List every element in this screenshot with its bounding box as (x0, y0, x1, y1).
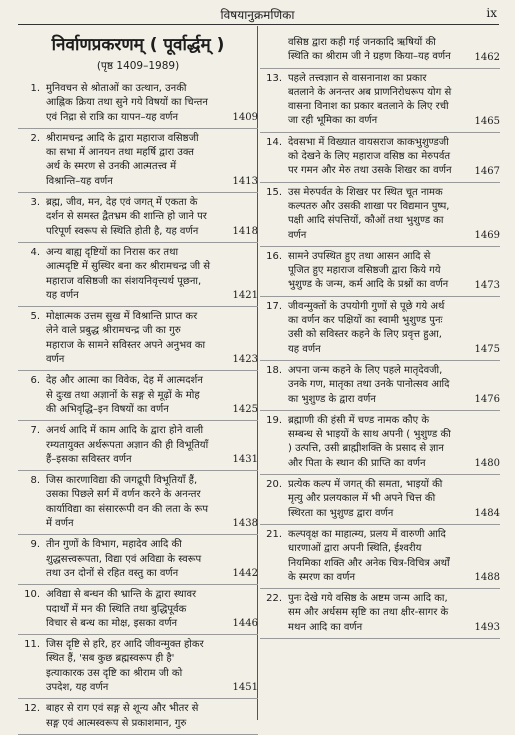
entry-number: 7. (30, 425, 40, 437)
entry-number: 15. (266, 186, 282, 198)
page-number: ix (486, 6, 497, 20)
entry-page-number: 1421 (232, 290, 258, 302)
entry-page-number: 1488 (474, 572, 500, 584)
toc-entry (18, 635, 258, 699)
toc-entry (260, 69, 500, 133)
entry-number: 4. (30, 246, 40, 258)
entry-number: 3. (30, 197, 40, 209)
entry-text: कल्पवृक्ष का माहात्म्य, प्रलय में वारुणी आदि धारणाओं द्वारा अपनी स्थिति, ईश्वरीय नियमिका शक्ति और अनेक चित्र-विचित्र अर्थों के स्मरण का वर्णन (288, 528, 450, 583)
entry-page-number: 1480 (474, 458, 500, 470)
entry-text: पुनः देखे गये वसिष्ठ के अष्टम जन्म आदि का, सम और अर्धसम सृष्टि का तथा क्षीर-सागर के मथन आदि का वर्णन (288, 593, 449, 633)
entry-number: 12. (24, 703, 40, 715)
section-page-range: (पृष्ठ 1409–1989) (96, 60, 180, 72)
entry-page-number: 1451 (232, 682, 258, 694)
entry-text: ब्रह्म, जीव, मन, देह एवं जगत् में एकता के दर्शन से समस्त द्वैतभ्रम की शान्ति हो जाने पर परिपूर्ण स्वरूप से स्थिति होती है, यह वर्णन (46, 197, 207, 237)
entry-text: अपना जन्म कहने के लिए पहले मातृदेवजी, उनके गण, मातृका तथा उनके पानोत्सव आदि का भुशुण्ड के द्वारा वर्णन (288, 364, 450, 405)
toc-entry (260, 411, 500, 475)
entry-page-number: 1462 (474, 51, 500, 63)
entry-page-number: 1423 (232, 354, 258, 366)
entry-page-number: 1467 (474, 165, 500, 177)
entry-text: तीन गुणों के विभाग, महादेव आदि की शुद्धसत्त्वरूपता, विद्या एवं अविद्या के स्वरूप तथा उन दोनों से रहित वस्तु का वर्णन (46, 539, 202, 579)
entry-text: प्रत्येक कल्प में जगत् की समता, भाइयों की मृत्यु और प्रलयकाल में भी अपने चित्त की स्थिरता का भुशुण्ड द्वारा वर्णन (288, 479, 443, 519)
entry-number: 13. (266, 72, 282, 84)
toc-entry (260, 183, 500, 247)
entry-number: 8. (30, 475, 40, 487)
entry-number: 9. (30, 539, 40, 551)
entry-text: देवसभा में विख्यात वायसराज काकभुशुण्डजी को देखने के लिए महाराज वसिष्ठ का मेरुपर्वत पर गमन और मेरु तथा उसके शिखर का वर्णन (288, 136, 452, 177)
toc-entry (18, 243, 258, 307)
toc-entry (260, 133, 500, 183)
right-column (260, 33, 500, 639)
entry-page-number: 1475 (474, 343, 500, 355)
entry-text: अनर्थ आदि में काम आदि के द्वारा होने वाली रम्यतायुक्त अर्थरूपता अज्ञान की ही विभूतियाँ हैं–इसका सविस्तर वर्णन (46, 425, 209, 465)
entry-page-number: 1493 (474, 621, 500, 633)
entry-number: 17. (266, 300, 282, 312)
toc-entry (260, 297, 500, 361)
entry-text: जीवन्मुक्तों के उपयोगी गुणों से पूछे गये अर्थ का वर्णन कर पक्षियों का स्वामी भुशुण्ड पुनः उसी को सविस्तर कहने के लिए प्रवृत्त हुआ, यह वर्णन (288, 300, 445, 355)
entry-page-number: 1442 (232, 568, 258, 580)
toc-entry (260, 247, 500, 297)
entry-number: 2. (30, 132, 40, 144)
entry-text: श्रीरामचन्द्र आदि के द्वारा महाराज वसिष्ठजी का सभा में आनयन तथा महर्षि द्वारा उक्त अर्थ के स्मरण से उनकी आत्मतत्त्व में विश्रान्ति–यह वर्णन (46, 132, 199, 187)
entry-text: बाहर से राग एवं सङ्ग से शून्य और भीतर से सङ्ग एवं आत्मस्वरूप से प्रकाशमान, गुरु (46, 703, 199, 729)
left-entry-list (18, 79, 258, 735)
entry-number: 20. (266, 479, 282, 491)
entry-page-number: 1473 (474, 279, 500, 291)
toc-entry (260, 589, 500, 639)
entry-page-number: 1431 (232, 454, 258, 466)
entry-number: 22. (266, 593, 282, 605)
entry-page-number: 1418 (232, 225, 258, 237)
entry-text: देह और आत्मा का विवेक, देह में आत्मदर्शन से दुःख तथा अज्ञानों के सङ्ग से मूढ़ों के मोह की अभिवृद्धि–इन विषयों का वर्णन (46, 375, 203, 415)
entry-text: उस मेरुपर्वत के शिखर पर स्थित चूत नामक कल्पतरु और उसकी शाखा पर विद्यमान पुष्प, पक्षी आदि संपत्तियों, कौओं तथा भुशुण्ड का वर्णन (288, 186, 450, 241)
entry-text: सामने उपस्थित हुए तथा आसन आदि से पूजित हुए महाराज वसिष्ठजी द्वारा किये गये भुशुण्ड के जन्म, कर्म आदि के प्रश्नों का वर्णन (288, 250, 449, 291)
entry-number: 16. (266, 250, 282, 262)
entry-number: 14. (266, 136, 282, 148)
entry-text: वसिष्ठ द्वारा कही गई जनकादि ऋषियों की स्थिति का श्रीराम जी ने ग्रहण किया–यह वर्णन (288, 37, 451, 63)
section-title: निर्वाणप्रकरणम् ( पूर्वार्द्धम् ) (51, 35, 225, 55)
entry-number: 6. (30, 375, 40, 387)
entry-text: जिस कारणाविद्या की जगद्रूपी विभूतियाँ हैं, उसका पिछले सर्ग में वर्णन करने के अनन्तर कार्याविद्या का संसाररूपी वन की लता के रूप में वर्णन (46, 475, 209, 530)
entry-text: अविद्या से बन्धन की भ्रान्ति के द्वारा स्थावर पदार्थों में मन की स्थिति तथा बुद्धिपूर्वक विचार से बन्ध का मोक्ष, इसका वर्णन (46, 589, 197, 629)
toc-entry (18, 79, 258, 129)
toc-entry (18, 471, 258, 535)
toc-entry (18, 371, 258, 421)
entry-number: 1. (30, 83, 40, 94)
entry-number: 11. (24, 639, 40, 651)
entry-text: ब्रह्माणी की हंसी में चण्ड नामक कौए के सम्बन्ध से भाइयों के साथ अपनी ( भुशुण्ड की ) उत्पत्ति, उसी ब्राह्मीशक्ति के प्रसाद से ज्ञान और पिता के स्थान की प्राप्ति का वर्णन (288, 414, 451, 469)
entry-page-number: 1446 (232, 618, 258, 630)
entry-text: मोक्षात्मक उत्तम सुख में विश्रान्ति प्राप्त कर लेने वाले प्रबुद्ध श्रीरामचन्द्र जी का गुरु महाराज के सामने सविस्तर अपने अनुभव का वर्णन (46, 311, 206, 366)
toc-entry (18, 307, 258, 371)
toc-entry (18, 129, 258, 193)
toc-entry (18, 193, 258, 243)
entry-page-number: 1425 (232, 404, 258, 416)
entry-number: 21. (266, 528, 282, 540)
page-header (0, 0, 515, 26)
entry-page-number: 1469 (474, 229, 500, 241)
toc-entry (18, 535, 258, 585)
header-rule (18, 24, 499, 25)
entry-text: पहले तत्त्वज्ञान से वासनानाश का प्रकार बतलाने के अनन्तर अब प्राणनिरोधरूप योग से वासना विनाश का प्रकार बतलाने के लिए रची जा रही भूमिका का वर्णन (288, 72, 452, 127)
entry-text: जिस दृष्टि से हरि, हर आदि जीवन्मुक्त होकर स्थित हैं, 'सब कुछ ब्रह्मस्वरूप ही है' इत्याकारक उस दृष्टि का श्रीराम जी को उपदेश, यह वर्णन (46, 639, 204, 693)
toc-entry (260, 361, 500, 411)
entry-page-number: 1438 (232, 518, 258, 530)
toc-entry (18, 585, 258, 635)
entry-page-number: 1409 (232, 111, 258, 123)
toc-entry (260, 475, 500, 525)
toc-entry (18, 421, 258, 471)
entry-number: 18. (266, 364, 282, 376)
entry-page-number: 1465 (474, 115, 500, 127)
toc-entry (260, 525, 500, 589)
entry-page-number: 1484 (474, 507, 500, 519)
entry-page-number: 1413 (232, 176, 258, 188)
left-column (18, 33, 258, 735)
entry-number: 10. (24, 589, 40, 601)
running-title: विषयानुक्रमणिका (220, 8, 295, 22)
entry-number: 5. (30, 311, 40, 323)
entry-text: अन्य बाह्य दृष्टियों का निरास कर तथा आत्मदृष्टि में सुस्थिर बना कर श्रीरामचन्द्र जी से महाराज वसिष्ठजी का संशयनिवृत्त्यर्थ पूछना, यह वर्णन (46, 246, 210, 301)
entry-number: 19. (266, 414, 282, 426)
entry-page-number: 1476 (474, 393, 500, 405)
toc-entry (18, 699, 258, 735)
entry-text: मुनिवचन से श्रोताओं का उत्थान, उनकी आह्निक क्रिया तथा सुने गये विषयों का चिन्तन एवं निद्रा से रात्रि का यापन–यह वर्णन (46, 83, 208, 123)
toc-entry (260, 33, 500, 69)
right-entry-list (260, 33, 500, 639)
